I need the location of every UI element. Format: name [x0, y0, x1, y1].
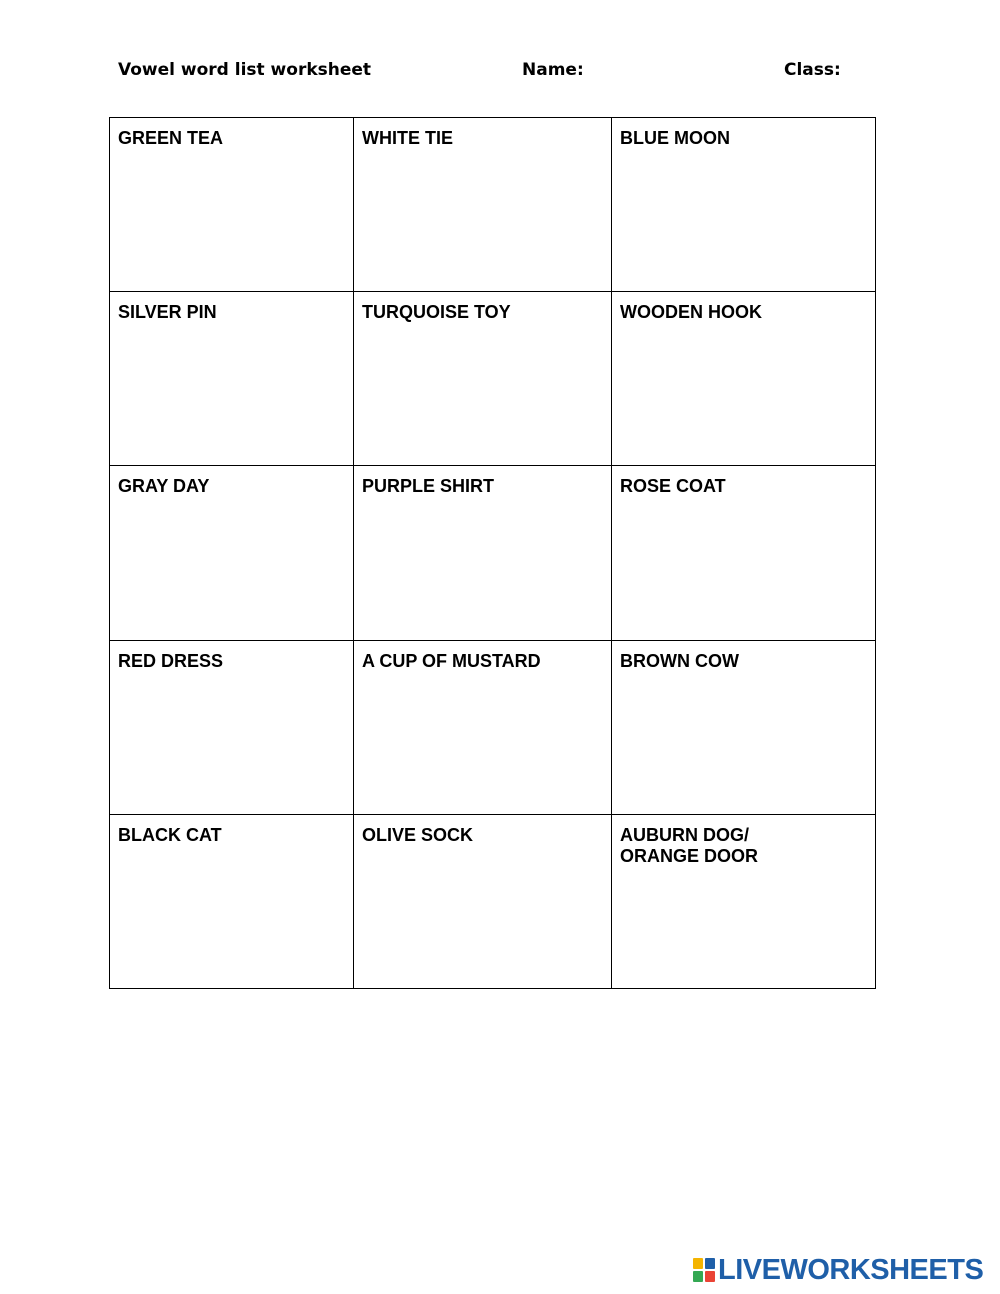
word-phrase: PURPLE SHIRT [362, 476, 495, 497]
word-cell [612, 118, 876, 292]
word-cell [354, 292, 612, 466]
word-cell [354, 118, 612, 292]
word-phrase: AUBURN DOG/ [620, 824, 749, 845]
word-phrase: A CUP OF MUSTARD [362, 650, 541, 671]
liveworksheets-wordmark: LIVEWORKSHEETS [718, 1254, 984, 1286]
word-phrase: ORANGE DOOR [620, 845, 759, 866]
word-cell [612, 466, 876, 640]
word-phrase: TURQUOISE TOY [362, 302, 511, 323]
word-cell [110, 466, 354, 640]
word-cell [612, 640, 876, 814]
word-phrase: BLACK CAT [118, 824, 222, 845]
word-cell [354, 466, 612, 640]
word-phrase: SILVER PIN [118, 302, 217, 323]
word-phrase: BROWN COW [620, 650, 739, 671]
word-cell [110, 814, 354, 988]
grid-row [110, 466, 876, 640]
word-cell [612, 814, 876, 988]
word-phrase: WOODEN HOOK [620, 302, 762, 323]
word-cell [354, 640, 612, 814]
liveworksheets-logo [693, 1256, 983, 1284]
word-cell [354, 814, 612, 988]
grid-row [110, 118, 876, 292]
word-cell [612, 292, 876, 466]
class-label: Class: [784, 60, 841, 80]
logo-tile-icon [705, 1271, 715, 1282]
logo-tile-icon [693, 1258, 703, 1269]
word-phrase: OLIVE SOCK [362, 824, 474, 845]
word-phrase: GREEN TEA [118, 128, 224, 148]
word-cell [110, 640, 354, 814]
word-phrase: WHITE TIE [362, 128, 453, 148]
word-phrase: ROSE COAT [620, 476, 726, 497]
word-phrase: GRAY DAY [118, 476, 210, 497]
grid-row [110, 814, 876, 988]
grid-row [110, 292, 876, 466]
name-label: Name: [522, 60, 584, 80]
worksheet-title: Vowel word list worksheet [118, 60, 372, 80]
word-phrase: BLUE MOON [620, 128, 730, 148]
liveworksheets-logo-icon [693, 1258, 715, 1282]
word-phrase: RED DRESS [118, 650, 224, 671]
word-cell [110, 292, 354, 466]
grid-row [110, 640, 876, 814]
vowel-word-grid [109, 117, 876, 989]
logo-tile-icon [705, 1258, 715, 1269]
word-cell [110, 118, 354, 292]
logo-tile-icon [693, 1271, 703, 1282]
